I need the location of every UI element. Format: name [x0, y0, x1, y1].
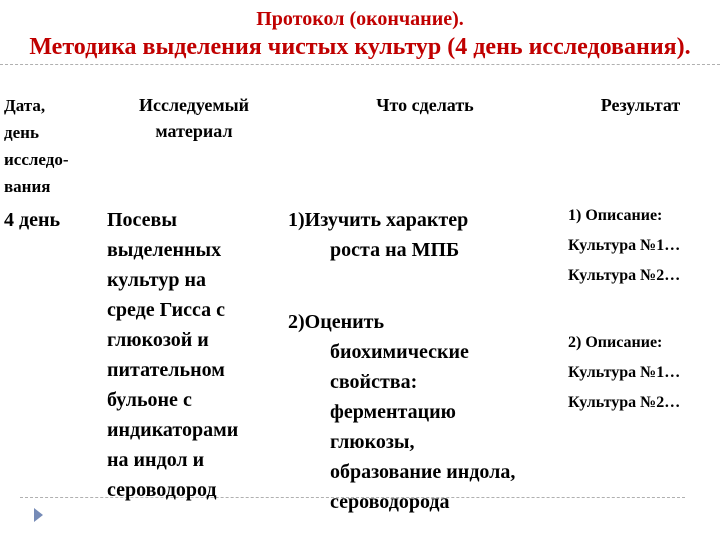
result-line: Культура №1… [568, 364, 681, 381]
material-line: выделенных [107, 239, 222, 261]
title-divider [0, 64, 720, 65]
row-day: 4 день [4, 209, 61, 231]
header-result: Результат [600, 95, 681, 115]
row-action-2 [288, 307, 515, 517]
material-line: среде Гисса с [107, 299, 225, 321]
header-material [118, 92, 270, 144]
action-line: образование индола, [330, 461, 516, 483]
header-date-line: исследо- [4, 150, 69, 169]
action-line: роста на МПБ [330, 239, 460, 261]
action-line: биохимические [330, 341, 469, 363]
action-line: сероводорода [330, 491, 450, 513]
header-material-line: Исследуемый [138, 95, 250, 115]
material-line: глюкозой и [107, 329, 209, 351]
header-date-line: Дата, [4, 96, 46, 115]
header-material-line: материал [155, 121, 233, 141]
material-line: бульоне с [107, 389, 192, 411]
header-action: Что сделать [376, 95, 474, 115]
row-result-2 [568, 328, 680, 418]
header-date-line: вания [4, 177, 51, 196]
action-line: ферментацию [330, 401, 456, 423]
page-title-line-2: Методика выделения чистых культур (4 день исследования). [29, 34, 691, 60]
material-line: Посевы [107, 209, 177, 231]
material-line: сероводород [107, 479, 217, 501]
page-title-line-1: Протокол (окончание). [256, 8, 464, 30]
action-line: свойства: [330, 371, 418, 393]
result-line: 1) Описание: [568, 207, 663, 224]
material-line: индикаторами [107, 419, 239, 441]
material-line: питательном [107, 359, 225, 381]
material-line: на индол и [107, 449, 205, 471]
result-line: Культура №1… [568, 237, 681, 254]
action-line: 2)Оценить [288, 311, 385, 333]
action-line: глюкозы, [330, 431, 415, 453]
result-line: 2) Описание: [568, 334, 663, 351]
action-line: 1)Изучить характер [288, 209, 469, 231]
row-action-1 [288, 205, 468, 265]
next-arrow-icon[interactable] [34, 508, 43, 522]
row-material [107, 205, 238, 505]
header-date [4, 92, 69, 200]
result-line: Культура №2… [568, 394, 681, 411]
row-result-1 [568, 201, 680, 291]
material-line: культур на [107, 269, 206, 291]
header-date-line: день [4, 123, 39, 142]
result-line: Культура №2… [568, 267, 681, 284]
